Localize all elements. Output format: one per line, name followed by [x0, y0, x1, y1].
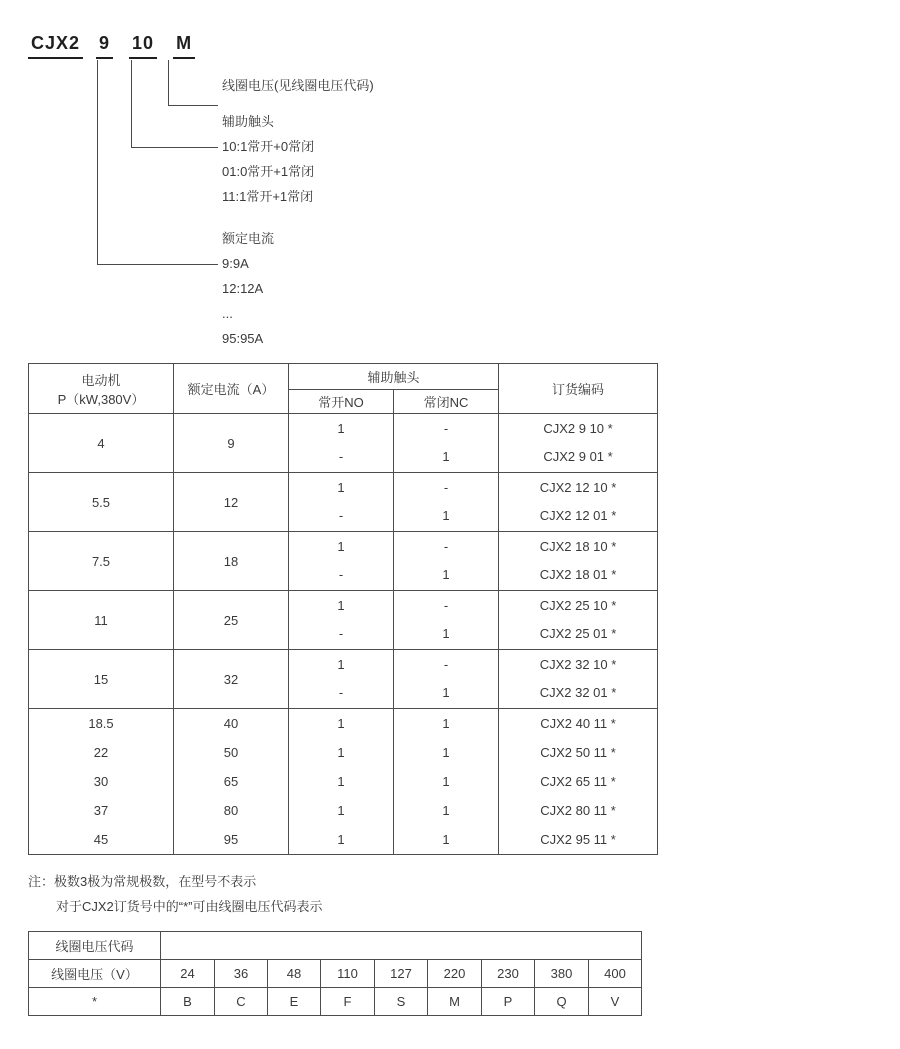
aux-contact-label: 辅助触头 [222, 114, 275, 129]
cell-line: 1 [442, 803, 450, 818]
aux-nc-cell [394, 709, 499, 855]
voltage-code-cell: C [215, 988, 268, 1016]
coil-voltage-label: 线圈电压(见线圈电压代码) [222, 78, 374, 93]
cell-line: CJX2 18 01 * [539, 567, 617, 582]
aux-contact-item: 10:1常开+0常闭 [222, 139, 315, 154]
header-motor-power [29, 364, 174, 414]
header-line: P（kW,380V） [57, 391, 145, 407]
cell-line: 1 [442, 832, 450, 847]
header-line: 电动机 [81, 372, 121, 388]
voltage-code-cell: M [428, 988, 482, 1016]
voltage-code-cell: Q [535, 988, 589, 1016]
cell-line: CJX2 9 01 * [543, 449, 613, 464]
header-rated-current: 额定电流（A） [174, 364, 289, 414]
cell-line: 65 [223, 774, 239, 789]
rated-current-item: 95:95A [222, 331, 264, 346]
cell-line: - [443, 598, 449, 613]
aux-no-cell [289, 591, 394, 650]
voltage-code-cell: E [268, 988, 321, 1016]
cell-line: - [338, 685, 344, 700]
rated-current-label: 额定电流 [222, 231, 275, 246]
connector-line [97, 264, 218, 265]
rated-current-cell: 25 [174, 591, 289, 650]
motor-power-cell: 5.5 [29, 473, 174, 532]
model-code [28, 33, 195, 59]
cell-line: CJX2 12 01 * [539, 508, 617, 523]
rated-current-cell [174, 709, 289, 855]
table-header-row [29, 364, 658, 390]
cell-line: - [338, 567, 344, 582]
cell-line: CJX2 25 01 * [539, 626, 617, 641]
table-row [29, 414, 658, 473]
voltage-value-cell: 127 [375, 960, 428, 988]
cell-line: 1 [337, 421, 345, 436]
voltage-value-cell: 400 [589, 960, 642, 988]
cell-line: CJX2 65 11 * [540, 774, 616, 789]
cell-line: 1 [442, 508, 450, 523]
connector-line [131, 147, 218, 148]
motor-power-cell: 4 [29, 414, 174, 473]
cell-line: 1 [337, 598, 345, 613]
cell-line: 95 [223, 832, 239, 847]
table-row [29, 988, 642, 1016]
connector-line [131, 60, 132, 147]
cell-line: 1 [442, 449, 450, 464]
voltage-table-title-spacer [161, 932, 642, 960]
model-code-part-voltage: M [173, 33, 195, 59]
cell-line: CJX2 40 11 * [540, 716, 616, 731]
order-code-cell [499, 473, 658, 532]
header-order-code: 订货编码 [499, 364, 658, 414]
rated-current-item: 12:12A [222, 281, 264, 296]
voltage-code-cell: F [321, 988, 375, 1016]
aux-contact-item: 01:0常开+1常闭 [222, 164, 315, 179]
cell-line: 1 [442, 685, 450, 700]
rated-current-item: ... [222, 306, 233, 321]
note-line: 对于CJX2订货号中的“*”可由线圈电压代码表示 [56, 899, 323, 914]
cell-line: 1 [337, 774, 345, 789]
cell-line: 50 [223, 745, 239, 760]
aux-no-cell [289, 709, 394, 855]
motor-power-cell [29, 709, 174, 855]
rated-current-cell: 9 [174, 414, 289, 473]
cell-line: 1 [442, 716, 450, 731]
cell-line: 1 [337, 480, 345, 495]
motor-power-cell: 7.5 [29, 532, 174, 591]
table-row [29, 932, 642, 960]
connector-line [97, 60, 98, 264]
voltage-code-cell: P [482, 988, 535, 1016]
cell-line: CJX2 95 11 * [540, 832, 616, 847]
aux-nc-cell [394, 650, 499, 709]
table-row [29, 960, 642, 988]
rated-current-cell: 12 [174, 473, 289, 532]
connector-line [168, 105, 218, 106]
cell-line: CJX2 9 10 * [543, 421, 613, 436]
aux-nc-cell [394, 591, 499, 650]
cell-line: CJX2 25 10 * [539, 598, 617, 613]
cell-line: 1 [442, 567, 450, 582]
connector-line [168, 60, 169, 105]
header-no: 常开NO [289, 390, 394, 414]
rated-current-cell: 32 [174, 650, 289, 709]
note-line: 注：极数3极为常规极数，在型号不表示 [28, 874, 257, 889]
cell-line: - [338, 626, 344, 641]
aux-contact-item: 11:1常开+1常闭 [222, 189, 314, 204]
voltage-code-cell: S [375, 988, 428, 1016]
selection-table [28, 363, 658, 855]
cell-line: 1 [337, 832, 345, 847]
cell-line: CJX2 80 11 * [540, 803, 616, 818]
model-code-part-series: CJX2 [28, 33, 83, 59]
voltage-value-cell: 48 [268, 960, 321, 988]
cell-line: - [338, 508, 344, 523]
aux-nc-cell [394, 473, 499, 532]
voltage-code-cell: B [161, 988, 215, 1016]
order-code-cell [499, 414, 658, 473]
table-row [29, 709, 658, 855]
order-code-cell [499, 532, 658, 591]
cell-line: - [443, 480, 449, 495]
aux-nc-cell [394, 532, 499, 591]
table-row [29, 650, 658, 709]
star-row-label: * [29, 988, 161, 1016]
order-code-cell [499, 591, 658, 650]
cell-line: 30 [93, 774, 109, 789]
aux-nc-cell [394, 414, 499, 473]
aux-no-cell [289, 532, 394, 591]
cell-line: 1 [337, 657, 345, 672]
rated-current-item: 9:9A [222, 256, 249, 271]
cell-line: - [443, 657, 449, 672]
cell-line: 40 [223, 716, 239, 731]
aux-no-cell [289, 414, 394, 473]
voltage-value-cell: 24 [161, 960, 215, 988]
header-nc: 常闭NC [394, 390, 499, 414]
cell-line: 45 [93, 832, 109, 847]
voltage-value-cell: 110 [321, 960, 375, 988]
motor-power-cell: 15 [29, 650, 174, 709]
voltage-value-cell: 230 [482, 960, 535, 988]
voltage-value-cell: 220 [428, 960, 482, 988]
model-code-legend [0, 0, 900, 363]
cell-line: 1 [442, 774, 450, 789]
voltage-row-label: 线圈电压（V） [29, 960, 161, 988]
voltage-code-cell: V [589, 988, 642, 1016]
cell-line: CJX2 12 10 * [539, 480, 617, 495]
table-row [29, 591, 658, 650]
cell-line: - [443, 421, 449, 436]
cell-line: 1 [337, 803, 345, 818]
cell-line: 18.5 [88, 716, 114, 731]
table-row [29, 473, 658, 532]
cell-line: CJX2 50 11 * [540, 745, 616, 760]
cell-line: 1 [337, 539, 345, 554]
cell-line: - [338, 449, 344, 464]
order-code-cell [499, 650, 658, 709]
voltage-table-title-cell: 线圈电压代码 [29, 932, 161, 960]
header-aux-contacts: 辅助触头 [289, 364, 499, 390]
cell-line: 1 [442, 745, 450, 760]
notes [28, 869, 900, 919]
motor-power-cell: 11 [29, 591, 174, 650]
cell-line: 80 [223, 803, 239, 818]
voltage-value-cell: 36 [215, 960, 268, 988]
table-row [29, 532, 658, 591]
rated-current-cell: 18 [174, 532, 289, 591]
cell-line: CJX2 18 10 * [539, 539, 617, 554]
cell-line: 1 [337, 716, 345, 731]
cell-line: 37 [93, 803, 109, 818]
cell-line: 22 [93, 745, 109, 760]
order-code-cell [499, 709, 658, 855]
model-code-part-aux: 10 [129, 33, 157, 59]
cell-line: 1 [337, 745, 345, 760]
cell-line: CJX2 32 01 * [539, 685, 617, 700]
cell-line: - [443, 539, 449, 554]
aux-no-cell [289, 650, 394, 709]
model-code-part-current: 9 [96, 33, 113, 59]
voltage-value-cell: 380 [535, 960, 589, 988]
cell-line: CJX2 32 10 * [539, 657, 617, 672]
aux-no-cell [289, 473, 394, 532]
coil-voltage-table [28, 931, 642, 1016]
cell-line: 1 [442, 626, 450, 641]
